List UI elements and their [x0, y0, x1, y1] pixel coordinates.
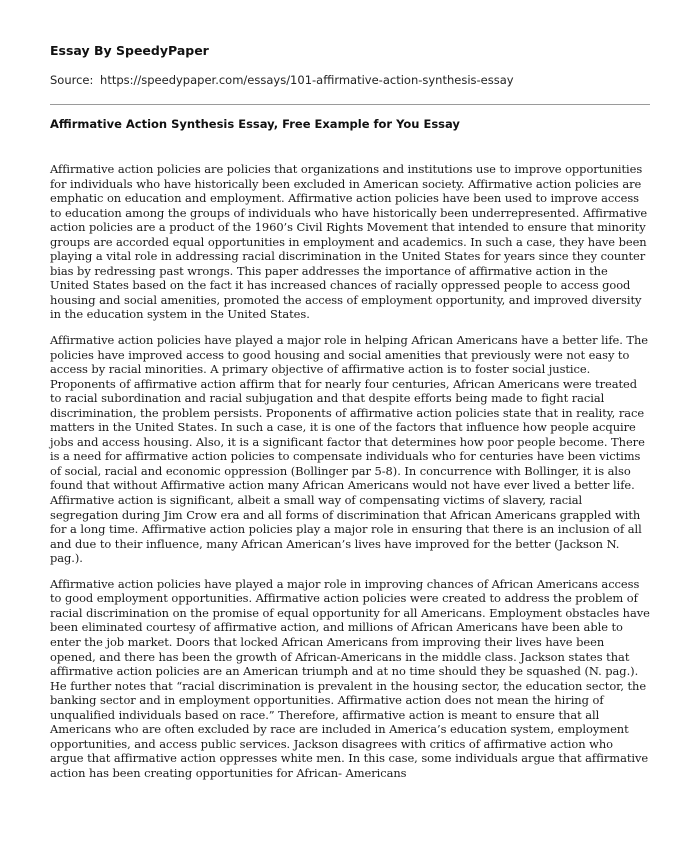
essay-paragraph: Affirmative action policies have played a major role in improving chances of African Americans access to good employment opportunities. Affirmative action policies were created to address the problem of racial discrimination on the promise of equal opportunity for all Americans. Employment obstacles have been eliminated courtesy of affirmative action, and millions of African Americans have been able to enter the job market. Doors that locked African Americans from improving their lives have been opened, and there has been the growth of African-Americans in the middle class. Jackson states that affirmative action policies are an American triumph and at no time should they be squashed (N. pag.). He further notes that “racial discrimination is prevalent in the housing sector, the education sector, the banking sector and in employment opportunities. Affirmative action does not mean the hiring of unqualified individuals based on race.” Therefore, affirmative action is meant to ensure that all Americans who are often excluded by race are included in America’s education system, employment opportunities, and access public services. Jackson disagrees with critics of affirmative action who argue that affirmative action oppresses white men. In this case, some individuals argue that affirmative action has been creating opportunities for African- Americans — [50, 576, 650, 780]
essay-paragraph: Affirmative action policies have played a major role in helping African Americans have a better life. The policies have improved access to good housing and social amenities that previously were not easy to access by racial minorities. A primary objective of affirmative action is to foster social justice. Proponents of affirmative action affirm that for nearly four centuries, African Americans were treated to racial subordination and racial subjugation and that despite efforts being made to fight racial discrimination, the problem persists. Proponents of affirmative action policies state that in reality, race matters in the United States. In such a case, it is one of the factors that influence how people acquire jobs and access housing. Also, it is a significant factor that determines how poor people become. There is a need for affirmative action policies to compensate individuals who for centuries have been victims of social, racial and economic oppression (Bollinger par 5-8). In concurrence with Bollinger, it is also found that without Affirmative action many African Americans would not have ever lived a better life. Affirmative action is significant, albeit a small way of compensating victims of slavery, racial segregation during Jim Crow era and all forms of discrimination that African Americans grappled with for a long time. Affirmative action policies play a major role in ensuring that there is an inclusion of all and due to their influence, many African American’s lives have improved for the better (Jackson N. pag.). — [50, 333, 649, 566]
essay-title: Affirmative Action Synthesis Essay, Free Example for You Essay — [50, 117, 460, 131]
source-line — [50, 72, 650, 88]
source-label: Source: — [50, 73, 94, 87]
essay-body — [50, 162, 650, 780]
site-title: Essay By SpeedyPaper — [50, 43, 209, 58]
header-divider — [50, 104, 650, 105]
essay-paragraph: Affirmative action policies are policies that organizations and institutions use to improve opportunities for individuals who have historically been excluded in American society. Affirmative action policies are emphatic on education and employment. Affirmative action policies have been used to improve access to education among the groups of individuals who have historically been underrepresented. Affirmative action policies are a product of the 1960’s Civil Rights Movement that intended to ensure that minority groups are accorded equal opportunities in employment and academics. In such a case, they have been playing a vital role in addressing racial discrimination in the United States for years since they counter bias by redressing past wrongs. This paper addresses the importance of affirmative action in the United States based on the fact it has increased chances of racially oppressed people to access good housing and social amenities, promoted the access of employment opportunity, and improved diversity in the education system in the United States. — [50, 162, 648, 322]
source-url[interactable]: https://speedypaper.com/essays/101-affirmative-action-synthesis-essay — [100, 73, 514, 87]
